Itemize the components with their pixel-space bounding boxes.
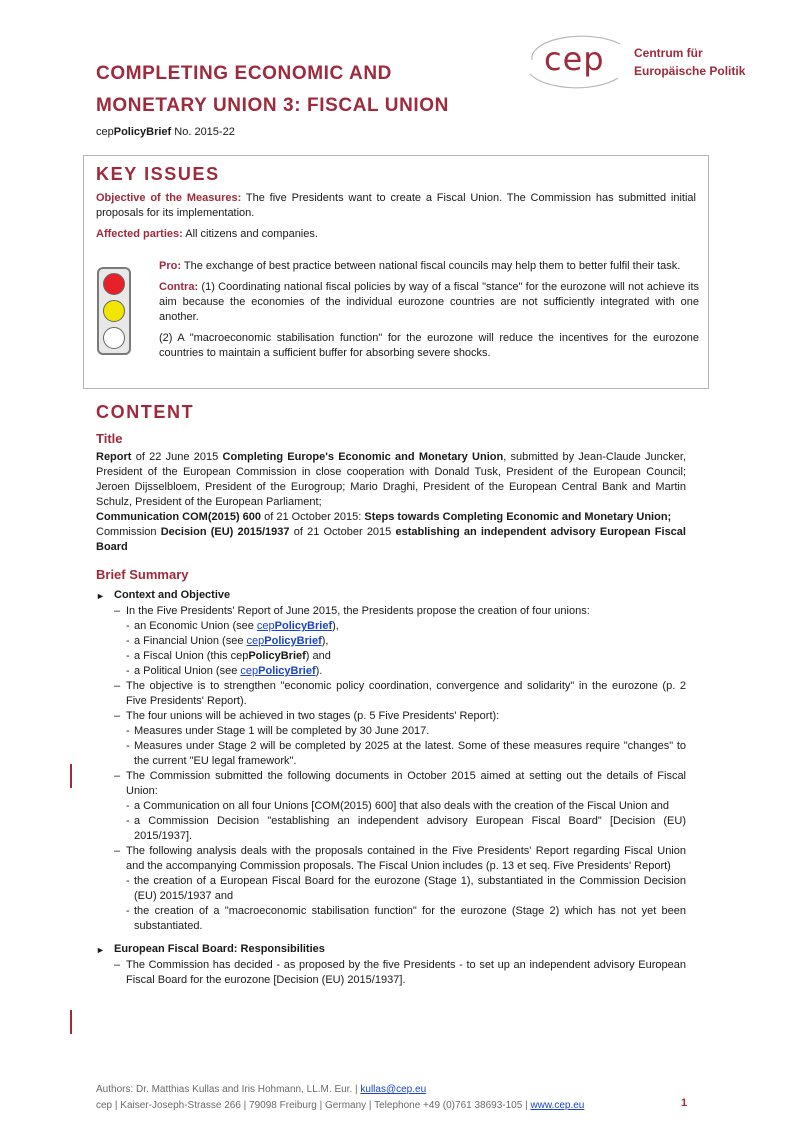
list-item-text xyxy=(134,634,686,649)
list-item-text: a Political Union (see xyxy=(134,665,241,677)
cep-logo xyxy=(524,30,764,90)
affected-paragraph xyxy=(96,227,696,242)
hyphen-bullet-icon: - xyxy=(126,875,130,887)
list-item-text: ). xyxy=(315,665,323,677)
list-item xyxy=(96,588,686,604)
decision-prefix: Commission xyxy=(96,526,161,538)
title-line-1: COMPLETING ECONOMIC AND xyxy=(96,63,392,84)
brief-no: No. 2015-22 xyxy=(171,126,235,138)
title-entry-report xyxy=(96,450,686,510)
link-text: cep xyxy=(256,620,275,632)
brief-bold: PolicyBrief xyxy=(113,126,172,138)
list-item xyxy=(96,634,686,649)
website-link[interactable]: www.cep.eu xyxy=(530,1100,585,1111)
list-item-text: ), xyxy=(321,635,329,647)
communication-date: of 21 October 2015: xyxy=(261,511,365,523)
hyphen-bullet-icon: - xyxy=(126,815,130,827)
objective-label: Objective of the Measures: xyxy=(96,192,242,204)
authors-text: Authors: Dr. Matthias Kullas and Iris Hohmann, LL.M. Eur. | xyxy=(96,1084,361,1095)
report-authors: , submitted by Jean-Claude Juncker, President of the European Commission in close cooperation with Donald Tusk, President of the European Council; Jeroen Dijsselbloem, President of the Eurogroup; Mario Draghi, President of the European Central Bank and Martin Schulz, President of the European Parliament; xyxy=(96,451,686,508)
pro-text: The exchange of best practice between national fiscal councils may help them to better fulfil their task. xyxy=(181,260,681,272)
context-heading: Context and Objective xyxy=(114,589,231,601)
change-bar xyxy=(70,1010,72,1034)
policybrief-link[interactable] xyxy=(247,635,322,647)
decision-date: of 21 October 2015 xyxy=(289,526,396,538)
title-entry-communication xyxy=(96,510,686,525)
dash-bullet-icon: – xyxy=(114,845,121,857)
list-item-text: ) and xyxy=(305,650,331,662)
list-item xyxy=(96,799,686,814)
list-item xyxy=(96,724,686,739)
affected-label: Affected parties: xyxy=(96,228,183,240)
list-item-text: Measures under Stage 1 will be completed by 30 June 2017. xyxy=(134,725,430,737)
communication-label: Communication COM(2015) 600 xyxy=(96,511,262,523)
hyphen-bullet-icon: - xyxy=(126,635,130,647)
red-light-icon xyxy=(103,273,125,295)
list-item xyxy=(96,958,686,988)
list-item-text: ), xyxy=(332,620,339,632)
summary-subheading: Brief Summary xyxy=(96,567,189,582)
affected-text: All citizens and companies. xyxy=(182,228,318,240)
report-label: Report xyxy=(96,451,132,463)
key-issues-box xyxy=(83,155,709,389)
footer-address xyxy=(96,1098,584,1114)
title-subheading: Title xyxy=(96,431,123,446)
list-item xyxy=(96,679,686,709)
hyphen-bullet-icon: - xyxy=(126,665,130,677)
yellow-light-icon xyxy=(103,300,125,322)
dash-bullet-icon: – xyxy=(114,770,121,782)
list-item xyxy=(96,739,686,769)
logo-text: cep xyxy=(544,40,605,78)
change-bar xyxy=(70,764,72,788)
objective-paragraph xyxy=(96,191,696,221)
list-item-text xyxy=(134,649,686,664)
contra-paragraph-1 xyxy=(159,280,699,325)
list-item xyxy=(96,709,686,724)
hyphen-bullet-icon: - xyxy=(126,650,130,662)
hyphen-bullet-icon: - xyxy=(126,725,130,737)
list-item xyxy=(96,814,686,844)
content-section xyxy=(96,402,686,988)
hyphen-bullet-icon: - xyxy=(126,905,130,917)
page-number: 1 xyxy=(681,1097,688,1109)
list-item xyxy=(96,769,686,799)
summary-list xyxy=(96,588,686,988)
list-item-text: a Fiscal Union (this cep xyxy=(134,650,249,662)
title-entry-decision xyxy=(96,525,686,555)
white-light-icon xyxy=(103,327,125,349)
decision-name: establishing an independent advisory European Fiscal Board xyxy=(96,526,686,553)
report-name: Completing Europe's Economic and Monetary Union xyxy=(222,451,504,463)
dash-bullet-icon: – xyxy=(114,605,121,617)
link-text-bold: PolicyBrief xyxy=(258,665,316,677)
dash-bullet-icon: – xyxy=(114,680,121,692)
list-item-text: The Commission submitted the following documents in October 2015 aimed at setting out the details of Fiscal Union: xyxy=(126,770,686,797)
link-text: cep xyxy=(246,635,265,647)
list-item-text: the creation of a European Fiscal Board for the eurozone (Stage 1), substantiated in the Commission Decision (EU) 2015/1937 and xyxy=(134,875,686,902)
pro-label: Pro: xyxy=(159,260,181,272)
brief-number xyxy=(96,126,526,138)
document-title xyxy=(96,58,526,122)
list-item-text xyxy=(134,619,686,634)
list-item xyxy=(96,604,686,619)
list-item-text: The four unions will be achieved in two stages (p. 5 Five Presidents' Report): xyxy=(126,710,500,722)
hyphen-bullet-icon: - xyxy=(126,740,130,752)
list-item xyxy=(96,942,686,958)
traffic-light-icon xyxy=(97,267,131,355)
list-item-text xyxy=(134,664,686,679)
list-item-text: an Economic Union (see xyxy=(134,620,257,632)
logo-name-line-1: Centrum für xyxy=(634,46,703,60)
policybrief-link[interactable] xyxy=(257,620,332,632)
list-item xyxy=(96,874,686,904)
list-item xyxy=(96,844,686,874)
pro-paragraph xyxy=(159,259,699,274)
title-block xyxy=(96,58,526,138)
list-item-text: Measures under Stage 2 will be completed by 2025 at the latest. Some of these measures require "changes" to the current "EU legal framework". xyxy=(134,740,686,767)
hyphen-bullet-icon: - xyxy=(126,620,130,632)
link-text-bold: PolicyBrief xyxy=(264,635,322,647)
triangle-bullet-icon: ► xyxy=(96,945,105,955)
link-text-bold: PolicyBrief xyxy=(274,620,333,632)
triangle-bullet-icon: ► xyxy=(96,591,105,601)
policybrief-link[interactable] xyxy=(240,665,315,677)
footer-authors xyxy=(96,1082,584,1098)
list-item-text: a Financial Union (see xyxy=(134,635,247,647)
title-line-2: MONETARY UNION 3: FISCAL UNION xyxy=(96,95,449,116)
report-date: of 22 June 2015 xyxy=(131,451,223,463)
link-text: cep xyxy=(240,665,259,677)
decision-label: Decision (EU) 2015/1937 xyxy=(160,526,290,538)
contra-label: Contra: xyxy=(159,281,199,293)
logo-org-name xyxy=(634,44,745,80)
dash-bullet-icon: – xyxy=(114,710,121,722)
contra-paragraph-2: (2) A "macroeconomic stabilisation function" for the eurozone will reduce the incentives for the eurozone countries to maintain a sufficient buffer for absorbing severe shocks. xyxy=(159,332,699,359)
list-item xyxy=(96,649,686,664)
brief-prefix: cep xyxy=(96,126,114,138)
list-item-text: The following analysis deals with the proposals contained in the Five Presidents' Report regarding Fiscal Union and the accompanying Commission proposals. The Fiscal Union includes (p. 13 et seq. Five Presidents' Report) xyxy=(126,845,686,872)
list-item xyxy=(96,904,686,934)
logo-name-line-2: Europäische Politik xyxy=(634,64,746,78)
list-item-text: The objective is to strengthen "economic policy coordination, convergence and solidarity" in the eurozone (p. 2 Five Presidents' Report). xyxy=(126,680,686,707)
address-text: cep | Kaiser-Joseph-Strasse 266 | 79098 Freiburg | Germany | Telephone +49 (0)761 38693-105 | xyxy=(96,1100,531,1111)
list-item-text: The Commission has decided - as proposed by the five Presidents - to set up an independent advisory European Fiscal Board for the eurozone [Decision (EU) 2015/1937]. xyxy=(126,959,686,986)
list-item-text: In the Five Presidents' Report of June 2015, the Presidents propose the creation of four unions: xyxy=(126,605,590,617)
list-item xyxy=(96,664,686,679)
content-heading: CONTENT xyxy=(96,402,195,422)
dash-bullet-icon: – xyxy=(114,959,121,971)
list-item xyxy=(96,619,686,634)
list-item-text: a Commission Decision "establishing an independent advisory European Fiscal Board" [Decision (EU) 2015/1937]. xyxy=(134,815,686,842)
pro-contra-column xyxy=(159,259,699,361)
contra-text-1: (1) Coordinating national fiscal policies by way of a fiscal "stance" for the eurozone will not achieve its aim because the economies of the individual eurozone countries are not sufficiently integrated with one another. xyxy=(159,281,699,323)
list-item-text: a Communication on all four Unions [COM(2015) 600] that also deals with the creation of the Fiscal Union and xyxy=(134,800,670,812)
efb-heading: European Fiscal Board: Responsibilities xyxy=(114,943,325,955)
policybrief-bold: PolicyBrief xyxy=(248,650,306,662)
hyphen-bullet-icon: - xyxy=(126,800,130,812)
key-issues-heading: KEY ISSUES xyxy=(96,164,220,184)
email-link[interactable]: kullas@cep.eu xyxy=(360,1084,427,1095)
communication-name: Steps towards Completing Economic and Monetary Union; xyxy=(364,511,672,523)
footer xyxy=(96,1082,584,1114)
list-item-text: the creation of a "macroeconomic stabilisation function" for the eurozone (Stage 2) which has not yet been substantiated. xyxy=(134,905,686,932)
objective-text: The five Presidents want to create a Fiscal Union. The Commission has submitted initial proposals for its implementation. xyxy=(96,192,696,219)
